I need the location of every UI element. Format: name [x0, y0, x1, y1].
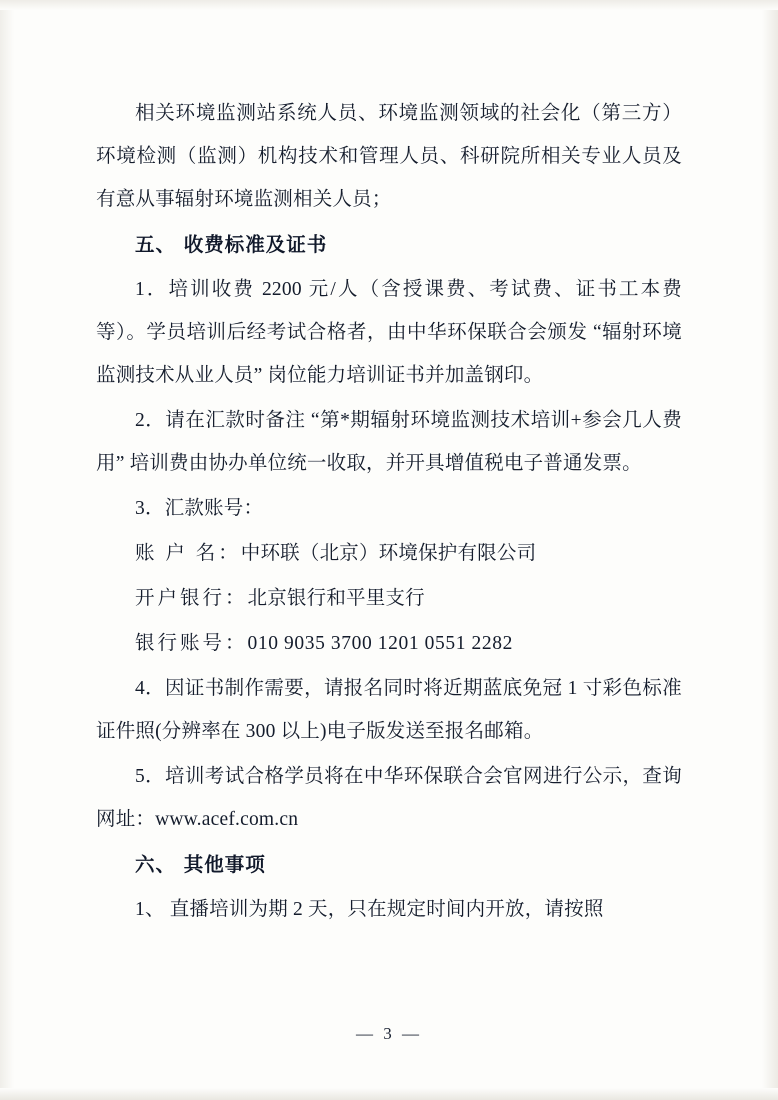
bank-account-number-row: [96, 622, 682, 665]
section-heading-other-matters: 六、 其他事项: [135, 853, 266, 876]
section-heading-fees-and-certificate: 五、 收费标准及证书: [135, 233, 328, 256]
page-number: — 3 —: [356, 1024, 422, 1043]
bank-branch-value: 北京银行和平里支行: [247, 588, 425, 609]
page-edge-top: [0, 0, 778, 10]
document-body: [96, 92, 682, 933]
paragraph-photo-requirement: 4．因证书制作需要，请报名同时将近期蓝底免冠 1 寸彩色标准证件照(分辨率在 300 以上)电子版发送至报名邮箱。: [96, 678, 682, 742]
paragraph-scope-of-trainees: 相关环境监测站系统人员、环境监测领域的社会化（第三方）环境检测（监测）机构技术和管理人员、科研院所相关专业人员及有意从事辐射环境监测相关人员；: [96, 103, 682, 210]
bank-account-number-label: 银行账号：: [135, 633, 248, 654]
bank-branch-label: 开户银行：: [135, 588, 248, 609]
page-edge-right: [762, 0, 778, 1100]
page-edge-bottom: [0, 1088, 778, 1100]
bank-account-name-row: [96, 532, 682, 575]
bank-account-name-label: 账 户 名：: [135, 543, 241, 564]
paragraph-fee-amount: 1．培训收费 2200 元/人（含授课费、考试费、证书工本费等）。学员培训后经考试合格者，由中华环保联合会颁发 “辐射环境监测技术从业人员” 岗位能力培训证书并加盖钢印。: [96, 279, 682, 386]
paragraph-publicity-website: 5．培训考试合格学员将在中华环保联合会官网进行公示，查询网址：www.acef.com.cn: [96, 766, 682, 830]
paragraph-remittance-note: 2．请在汇款时备注 “第*期辐射环境监测技术培训+参会几人费用” 培训费由协办单位统一收取，并开具增值税电子普通发票。: [96, 410, 682, 474]
paragraph-remittance-account-label: 3．汇款账号：: [135, 498, 264, 519]
bank-account-name-value: 中环联（北京）环境保护有限公司: [240, 543, 537, 564]
bank-branch-row: [96, 577, 682, 620]
bank-account-number-value: 010 9035 3700 1201 0551 2282: [247, 633, 513, 654]
page-edge-left: [0, 0, 14, 1100]
paragraph-live-training-duration: 1、 直播培训为期 2 天，只在规定时间内开放，请按照: [135, 899, 604, 920]
